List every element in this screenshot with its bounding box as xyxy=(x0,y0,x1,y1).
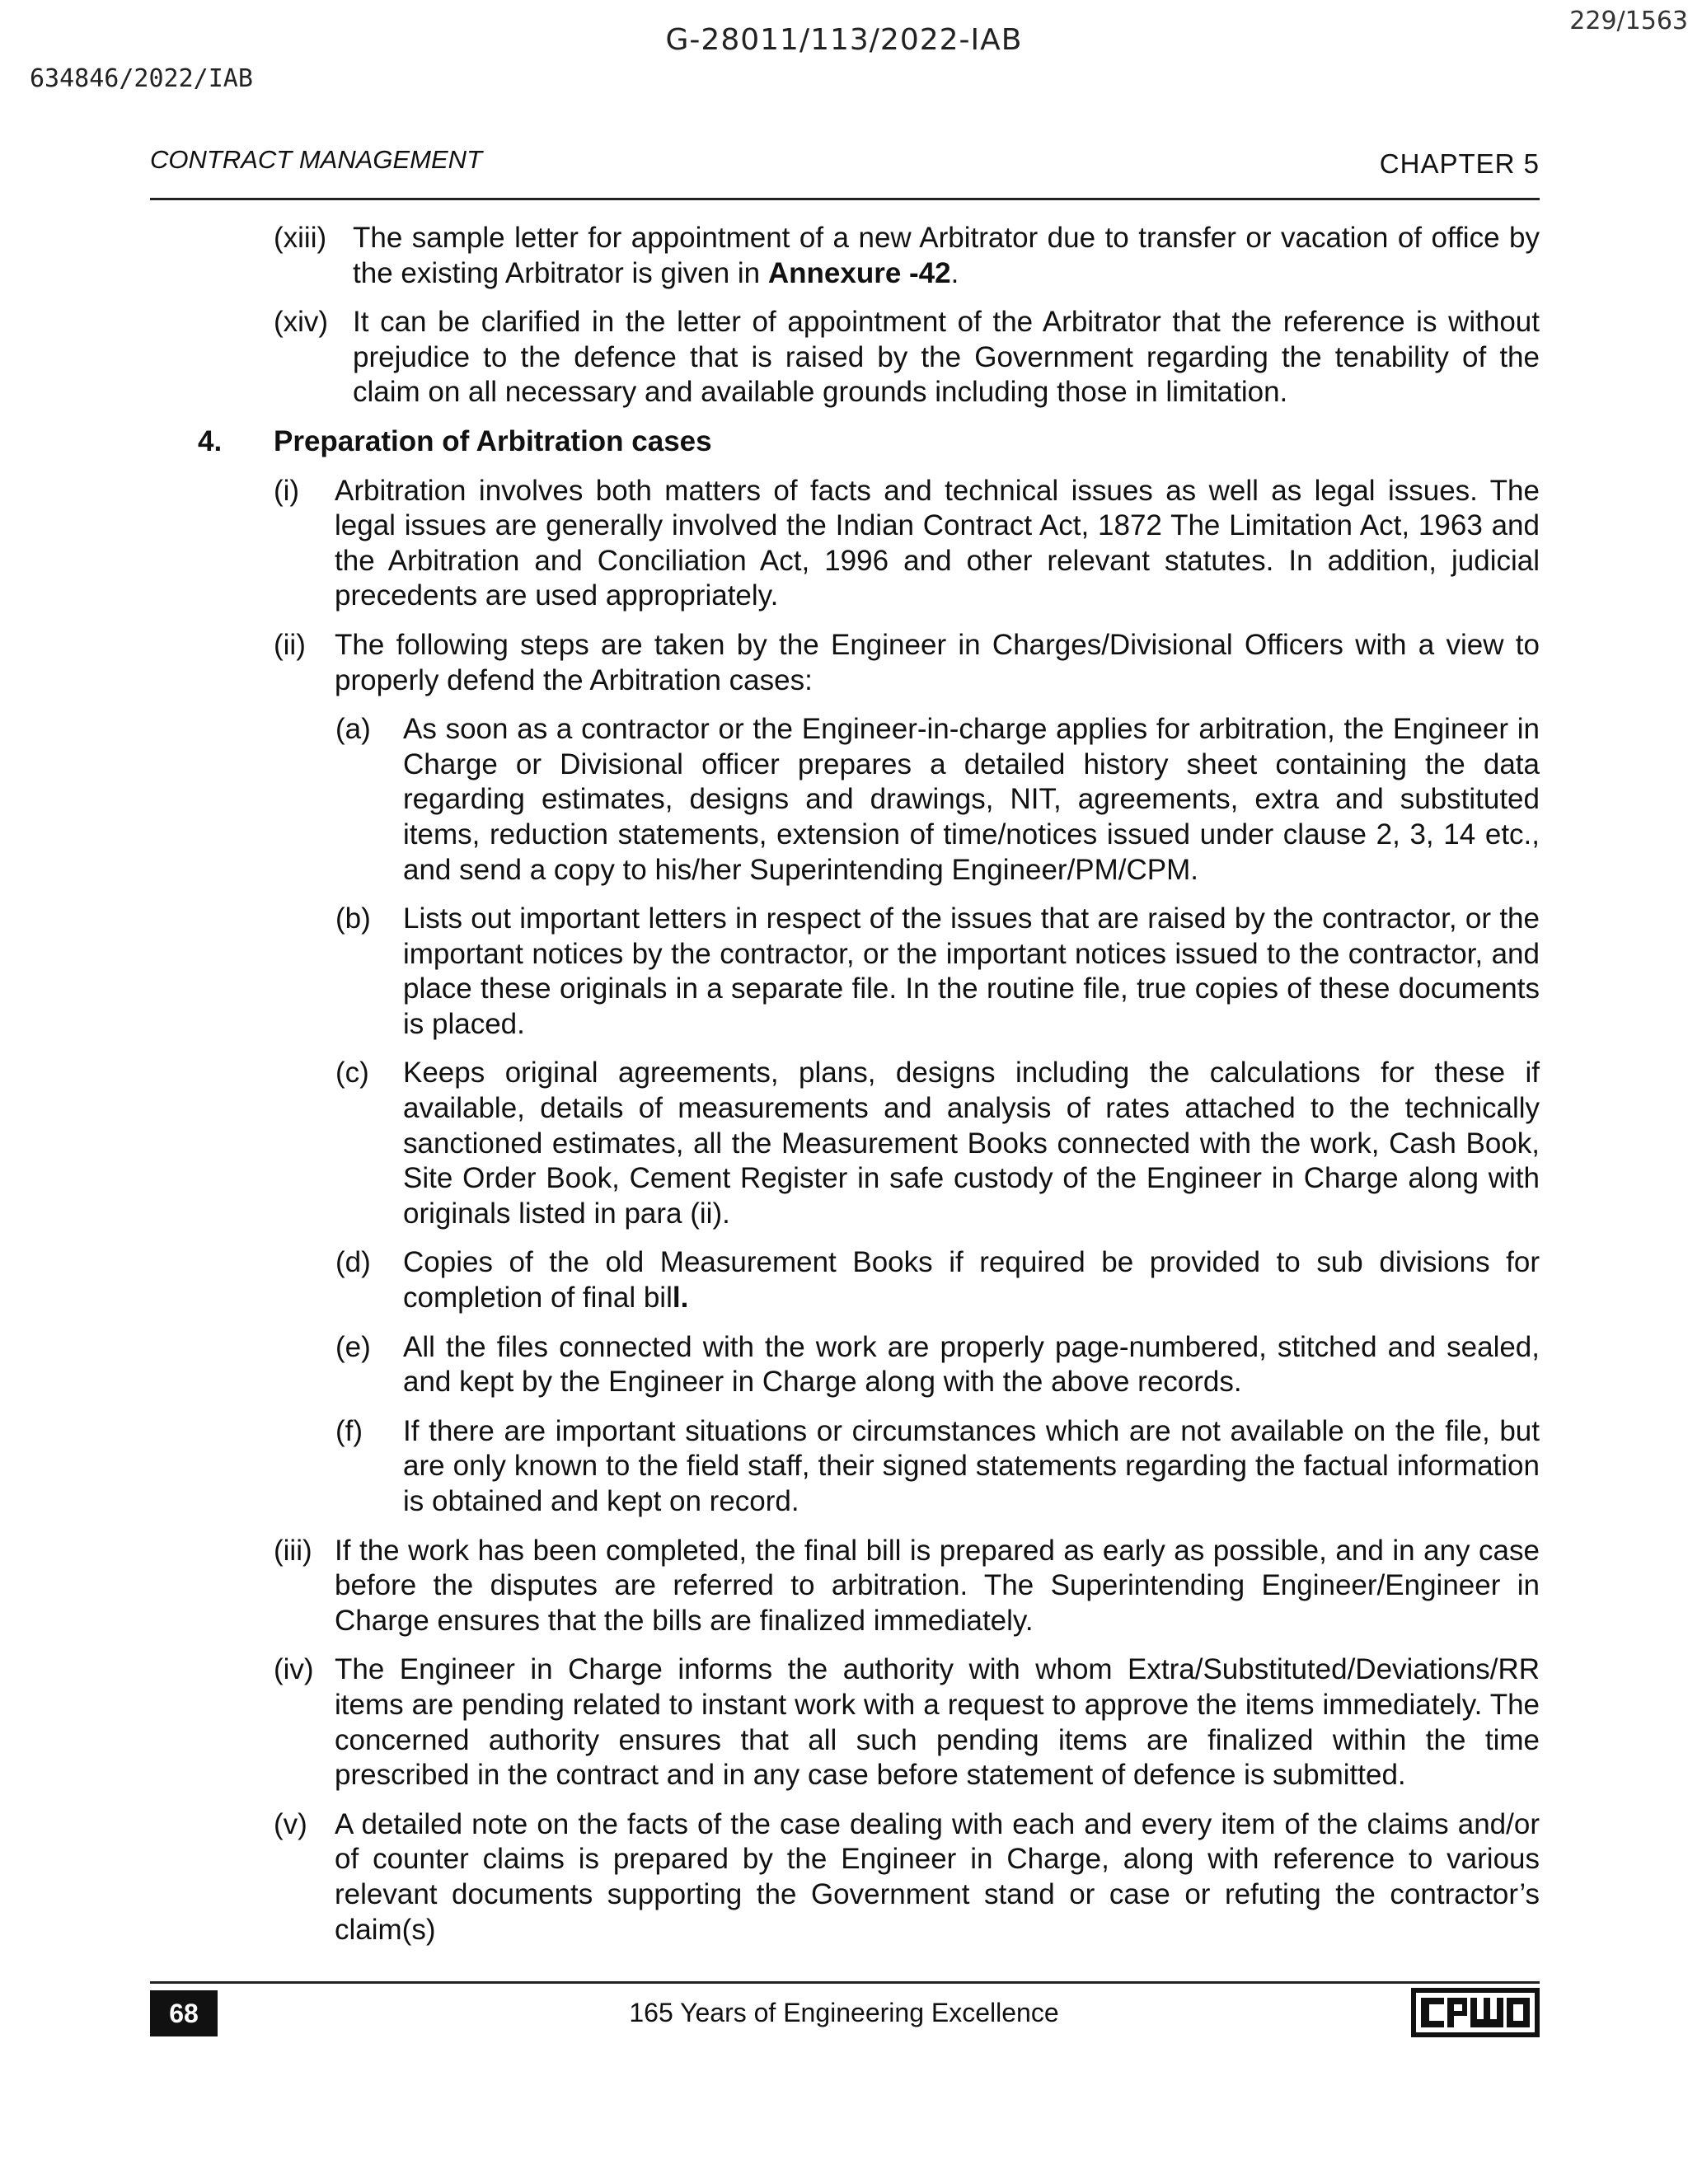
sub-item-letter: (e) xyxy=(335,1330,371,1363)
list-item-iv xyxy=(150,1652,1540,1793)
cpwd-logo xyxy=(1411,1988,1540,2037)
sub-item-letter: (a) xyxy=(335,713,371,746)
sub-item-text: As soon as a contractor or the Engineer-in-charge applies for arbitration, the Engineer in Charge or Divisional officer prepares a detailed history sheet containing the data regarding estimates, designs and drawings, NIT, agreements, extra and substituted items, reduction statements, extension of time/notices issued under clause 2, 3, 14 etc., and send a copy to his/her Superintending Engineer/PM/CPM. xyxy=(403,713,1540,886)
item-number: (v) xyxy=(274,1807,307,1840)
list-item-v xyxy=(150,1807,1540,1947)
item-text: It can be clarified in the letter of appointment of the Arbitrator that the reference is without prejudice to the defence that is raised by the Government regarding the tenability of the claim on all necessary and available grounds including those in limitation. xyxy=(353,306,1540,409)
item-number: (i) xyxy=(274,474,300,507)
item-number: (ii) xyxy=(274,628,306,661)
item-number: (iv) xyxy=(274,1653,314,1686)
sub-item-c xyxy=(150,1056,1540,1231)
sub-item-a xyxy=(150,712,1540,888)
chapter-label: CHAPTER 5 xyxy=(1379,148,1540,179)
item-number: (iii) xyxy=(274,1534,312,1567)
sub-item-b xyxy=(150,902,1540,1042)
running-header xyxy=(150,145,1540,181)
list-item-ii xyxy=(150,628,1540,698)
list-item-xiv xyxy=(150,305,1540,410)
sub-item-text: Lists out important letters in respect of the issues that are raised by the contractor, or the important notices by the contractor, or the important notices issued to the contractor, and place these originals in a separate file. In the routine file, true copies of these documents is placed. xyxy=(403,902,1540,1040)
sub-item-e xyxy=(150,1330,1540,1400)
section-heading xyxy=(150,424,1540,460)
page-counter: 229/1563 xyxy=(1569,7,1688,35)
item-text: Arbitration involves both matters of facts and technical issues as well as legal issues. The legal issues are generally involved the Indian Contract Act, 1872 The Limitation Act, 1963 and the Arbitration and Conciliation Act, 1996 and other relevant statutes. In addition, judicial precedents are used appropriately. xyxy=(335,474,1540,612)
item-text: The Engineer in Charge informs the authority with whom Extra/Substituted/Deviations/RR items are pending related to instant work with a request to approve the items immediately. The concerned authority ensures that all such pending items are finalized within the time prescribed in the contract and in any case before statement of defence is submitted. xyxy=(335,1653,1540,1792)
list-item-i xyxy=(150,474,1540,614)
sub-item-letter: (f) xyxy=(335,1414,363,1447)
item-number: (xiii) xyxy=(274,222,327,254)
sub-item-text: If there are important situations or circumstances which are not available on the file, but are only known to the field staff, their signed statements regarding the factual information is obtained and kept on record. xyxy=(403,1414,1540,1517)
item-number: (xiv) xyxy=(274,306,329,339)
header-divider xyxy=(150,198,1540,200)
sub-item-d xyxy=(150,1245,1540,1315)
list-item-xiii xyxy=(150,221,1540,291)
section-number: 4. xyxy=(198,424,223,457)
item-text: If the work has been completed, the final bill is prepared as early as possible, and in any case before the disputes are referred to arbitration. The Superintending Engineer/Engineer in Charge ensures that the bills are finalized immediately. xyxy=(335,1534,1540,1637)
sub-item-text: All the files connected with the work are properly page-numbered, stitched and sealed, and kept by the Engineer in Charge along with the above records. xyxy=(403,1330,1540,1399)
page-number-badge: 68 xyxy=(150,1990,218,2036)
sub-item-letter: (d) xyxy=(335,1246,371,1279)
file-reference-left: 634846/2022/IAB xyxy=(30,64,253,93)
sub-item-text: Copies of the old Measurement Books if required be provided to sub divisions for completion of final bil xyxy=(403,1246,1540,1315)
footer-tagline: 165 Years of Engineering Excellence xyxy=(629,1998,1059,2027)
item-text: The following steps are taken by the Engineer in Charges/Divisional Officers with a view to properly defend the Arbitration cases: xyxy=(335,628,1540,696)
footer-divider xyxy=(150,1981,1540,1984)
item-text: The sample letter for appointment of a new Arbitrator due to transfer or vacation of office by the existing Arbitrator is given in xyxy=(353,222,1540,289)
sub-item-f xyxy=(150,1414,1540,1520)
document-body xyxy=(150,221,1540,1961)
item-text-tail: . xyxy=(950,256,959,289)
item-text: A detailed note on the facts of the case dealing with each and every item of the claims and/or of counter claims is prepared by the Engineer in Charge, along with reference to various relevant documents supporting the Government stand or case or refuting the contractor’s claim(s) xyxy=(335,1807,1540,1946)
sub-item-text-tail: l. xyxy=(672,1282,689,1315)
sub-item-letter: (c) xyxy=(335,1057,369,1090)
file-reference-top: G-28011/113/2022-IAB xyxy=(665,23,1023,57)
section-title: Preparation of Arbitration cases xyxy=(274,424,712,457)
list-item-iii xyxy=(150,1534,1540,1639)
sub-item-text: Keeps original agreements, plans, designs including the calculations for these if available, details of measurements and analysis of rates attached to the technically sanctioned estimates, all the Measurement Books connected with the work, Cash Book, Site Order Book, Cement Register in safe custody of the Engineer in Charge along with originals listed in para (ii). xyxy=(403,1057,1540,1230)
sub-item-letter: (b) xyxy=(335,902,371,935)
running-header-title: CONTRACT MANAGEMENT xyxy=(150,145,482,174)
annexure-reference: Annexure -42 xyxy=(767,256,951,289)
